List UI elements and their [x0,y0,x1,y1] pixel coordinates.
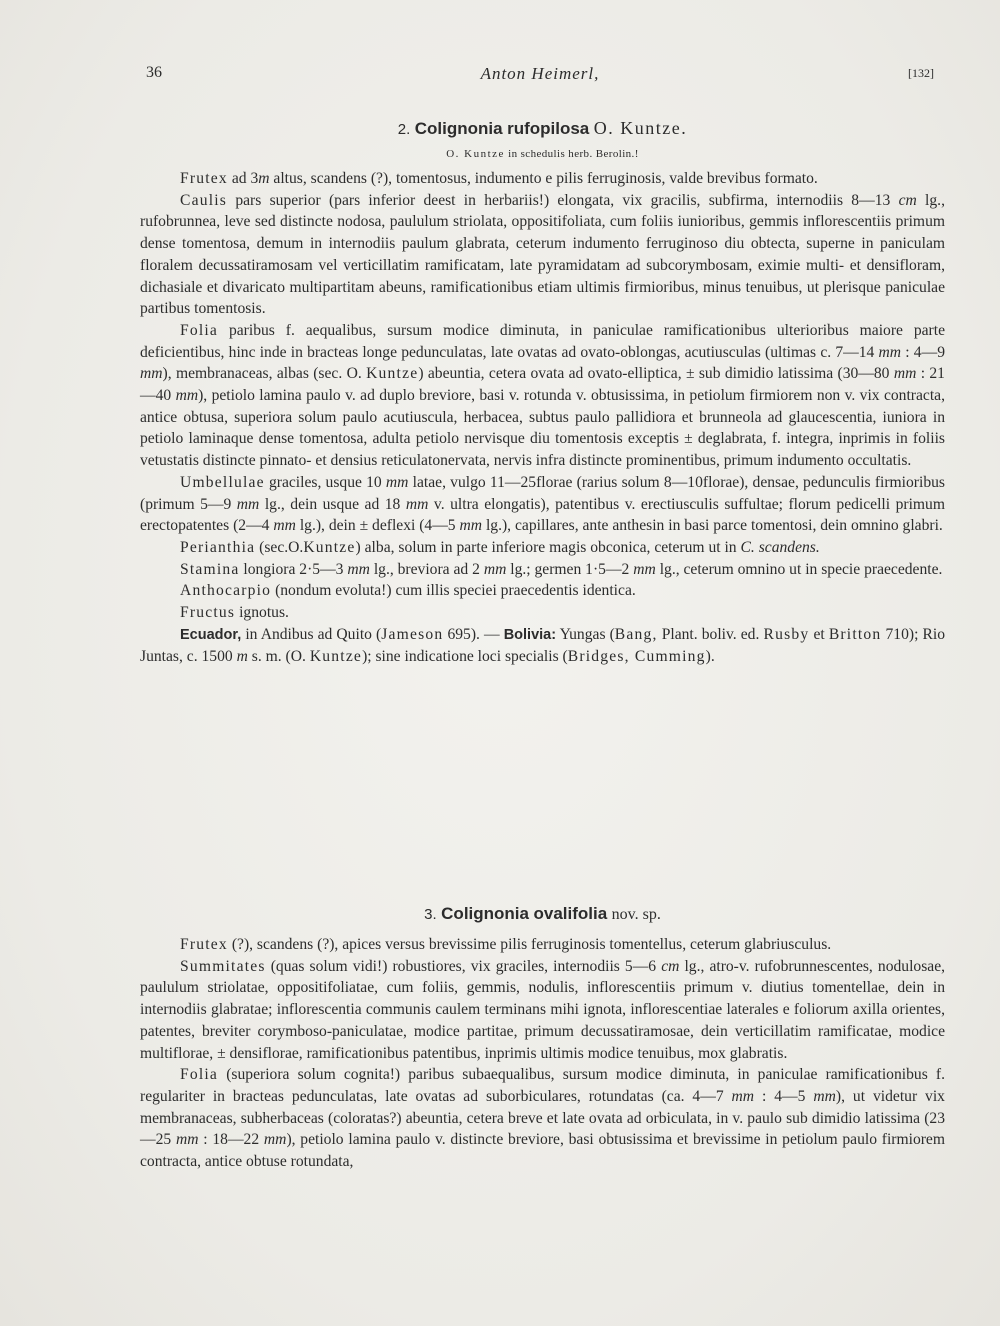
text: graciles, usque 10 [268,473,382,491]
text: in Andibus ad Quito ( [245,625,382,643]
unit: mm [878,343,902,361]
species-3-epithet: ovalifolia [533,904,608,923]
paragraph-distribution [140,624,945,668]
unit: cm [661,957,680,975]
collector: Jameson [381,625,444,643]
country-bolivia: Bolivia: [503,626,557,643]
label-frutex: Frutex [180,170,228,187]
unit: mm [236,495,260,513]
text: lg., dein usque ad 18 [264,495,401,513]
unit: mm [263,1131,287,1149]
text: ad 3 [231,170,259,187]
text: ignotus. [239,604,289,622]
text: lg., atro-v. rufobrunnescentes, nodulosae, paululum striolatae, oppositifoliatae, cum foliis, gemmis, nodulis, inflorescentiis primum v. diutius tomentellae, dein in internodiis glabratae; inflorescentia communis caulem terminans mihi ignota, inflorescentiae laterales e foliorum axilla orientes, patentes, breviter corymboso-paniculatae, modice partitae, primum decussatiramosae, dein verticillatim ramificatae, modice multiflorae, ± densiflorae, ramificationibus patentibus, inprimis ultimis modice tenuibus, mox glabratis. [140,957,946,1062]
unit: mm [893,365,917,383]
running-header [146,64,934,90]
text: lg.), dein ± deflexi (4—5 [299,517,456,535]
text: ) alba, solum in parte inferiore magis obconica, ceterum ut in [355,538,737,556]
paragraph-umbellulae [140,472,945,537]
text: lg.), capillares, ante anthesin in basi parce tomentosi, dein omnino glabri. [485,517,943,535]
species-2-title [140,118,945,139]
paragraph-stamina [140,559,945,581]
text: ), petiolo lamina paulo v. ad duplo breviore, basi v. rotunda v. obtusissima, in petiolum firmiorem non v. vix contracta, antice obtusa, superiora solum paulo acutiuscula, herbacea, subtus paulo pallidiora et brunneola ad glaucescentia, iuniora in petiolo laminaque dense tomentosa, adulta petiolo nervisque diu tomentosis exceptis ± deglabrata, f. integra, inprimis in foliis vetustatis distincte pinnato- et densius reticulatonervata, nervis infra distincte prominentibus, primum indumento occultatis. [140,387,945,470]
paragraph-caulis [140,190,945,320]
species-3-genus: Colignonia [441,904,529,923]
text: paribus f. aequalibus, sursum modice diminuta, in paniculae ramificationibus ulterioribus maiore parte deficientibus, hinc inde in bracteas longe pedunculatas, late ovatas ad ovato-oblongas, acutiusculas (ultimas c. 7—14 [140,321,945,361]
paragraph-summitates [140,956,945,1065]
label-frutex: Frutex [180,936,228,953]
label-folia: Folia [180,321,219,339]
paragraph-perianthia [140,537,945,559]
label-stamina: Stamina [180,560,240,578]
species-3-number: 3. [424,906,437,923]
text: lg., ceterum omnino ut in specie praecedente. [659,560,943,578]
paragraph-fructus [140,602,945,624]
label-perianthia: Perianthia [180,538,256,556]
unit: mm [140,365,163,383]
unit: mm [731,1087,755,1105]
text: latae, vulgo 11—25florae (rarius solum 8—10florae), densae, pedunculis firmioribus (primum 5—9 [140,473,945,513]
unit: mm [633,560,656,578]
unit: mm [175,1131,199,1149]
note-author: O. Kuntze [446,148,505,160]
species-2-epithet: rufopilosa [507,119,590,138]
bracket-page-number: [132] [908,66,934,80]
species-2-herbarium-note [140,148,945,160]
unit: cm [898,191,917,209]
label-caulis: Caulis [180,191,228,209]
text: ), petiolo lamina paulo v. distincte breviore, basi obtusissima et brevissime in petiolum paulo firmiorem contracta, antice obtuse rotundata, [140,1131,945,1171]
unit: mm [459,517,483,535]
collector: Bridges, Cumming [567,648,706,666]
unit: mm [175,387,199,405]
text: pars superior (pars inferior deest in herbariis!) elongata, vix gracilis, subfirma, internodiis 8—13 [235,191,891,209]
text: (quas solum vidi!) robustiores, vix graciles, internodiis 5—6 [270,957,657,975]
label-umbellulae: Umbellulae [180,473,265,491]
label-fructus: Fructus [180,604,236,622]
text: : 4—5 [762,1087,806,1105]
text: altus, scandens (?), tomentosus, indumento e pilis ferruginosis, valde brevibus formato. [273,170,818,187]
species-2-authority: O. Kuntze. [593,118,688,138]
species-3-description [140,934,945,1173]
paragraph-folia [140,1064,945,1173]
text: et [813,625,825,643]
paragraph-frutex [140,934,945,956]
unit: mm [347,560,370,578]
text: : 18—22 [203,1131,260,1149]
text: : 4—9 [905,343,945,361]
collector: Kuntze [366,365,419,383]
text: v. ultra elongatis), patentibus v. erectiusculis suffultae; florum pedicelli primum erectopatentes (2—4 [140,495,945,535]
text: lg., rufobrunnea, leve sed distincte nodosa, paululum striolata, oppositifoliata, cum foliis iunioribus, gemmis inflorescentiis primum dense tomentosa, demum in internodiis paulum glabrata, ceterum indumento ferruginoso diu obtecta, superne in paniculam floralem decussatiramosam vel verticillatim ramificatam, late pyramidatam ad subcorymbosam, eximie multi- et densifloram, dichasiale et divaricato multipartitam abeuns, ramificationibus etiam ultimis firmioribus, minus tenuibus, ut plerisque paniculae partibus tomentosis. [140,191,945,318]
unit: mm [385,473,409,491]
text: longiora 2·5—3 [243,560,344,578]
text: Yungas ( [559,625,615,643]
text: ), membranaceas, albas (sec. O. [162,365,362,383]
unit: mm [813,1087,836,1105]
unit: m [236,648,248,666]
species-3-title [140,903,945,924]
label-anthocarpio: Anthocarpio [180,582,272,600]
text: (nondum evoluta!) cum illis speciei praecedentis identica. [275,582,636,600]
text: s. m. (O. [251,648,306,666]
text: 695). — [447,625,500,643]
country-ecuador: Ecuador, [180,626,242,643]
text: (superiora solum cognita!) paribus subaequalibus, sursum modice diminuta, in paniculae ramificationibus f. regulariter in bracteas pedunculatas, late ovatas ad suborbiculares, rotundatas (ca. 4—7 [140,1066,945,1105]
text: (?), scandens (?), apices versus brevissime pilis ferruginosis tomentellus, ceterum glabriusculus. [231,936,832,953]
collector: Britton [828,625,882,643]
paragraph-folia [140,320,945,472]
text: : 21—40 [140,365,945,405]
collector: Rusby [763,625,810,643]
unit: mm [273,517,296,535]
species-2-number: 2. [397,121,411,138]
text: (sec.O. [259,538,304,556]
page-number: 36 [146,64,162,81]
running-author: Anton Heimerl, [480,64,600,83]
unit: mm [483,560,507,578]
collector: Kuntze [303,538,356,556]
species-3-status: nov. sp. [611,906,661,923]
unit: m [258,170,270,187]
collector: Bang, [614,625,658,643]
text: ). [705,648,715,666]
label-summitates: Summitates [180,957,266,975]
species-2-genus: Colignonia [414,119,503,138]
text: lg., breviora ad 2 [373,560,480,578]
note-rest: in schedulis herb. Berolin.! [508,148,639,160]
text: Plant. boliv. ed. [661,625,760,643]
label-folia: Folia [180,1066,219,1084]
paragraph-frutex [140,168,945,190]
paragraph-anthocarpio [140,580,945,602]
text: ) abeuntia, cetera ovata ad ovato-elliptica, ± sub dimidio latissima (30—80 [418,365,890,383]
species-2-description [140,168,945,668]
text: 710); Rio Juntas, c. 1500 [140,625,946,666]
unit: mm [405,495,429,513]
text: lg.; germen 1·5—2 [510,560,630,578]
text: ); sine indicatione loci specialis ( [362,648,568,666]
species-reference: C. scandens. [740,538,820,556]
text: ), ut videtur vix membranaceas, subherbaceas (coloratas?) abeuntia, cetera breve et late ovata ad orbiculata, in v. paulo sub dimidio latissima (23—25 [140,1087,945,1149]
collector: Kuntze [309,648,363,666]
